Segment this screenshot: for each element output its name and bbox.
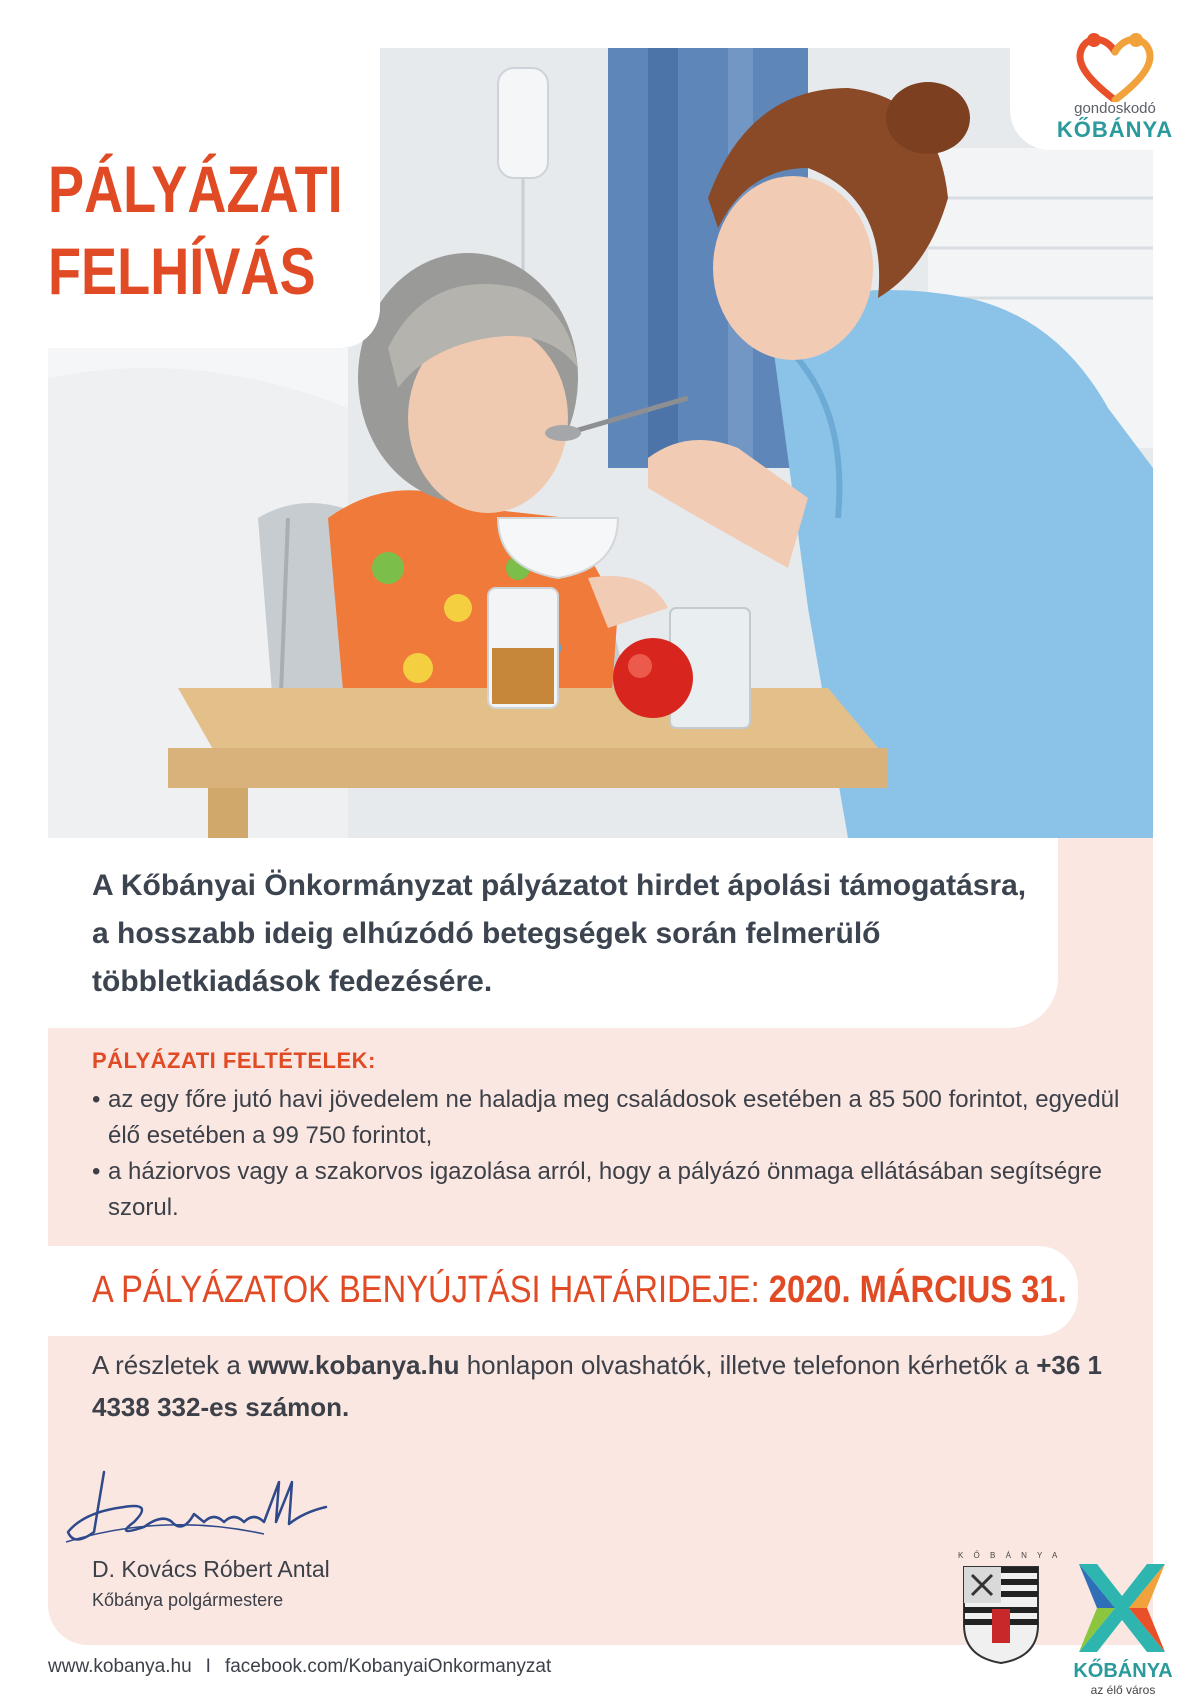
intro-text: A Kőbányai Önkormányzat pályázatot hirdet ápolási támogatásra, a hosszabb ideig elhúzódó betegségek során felmerülő többletkiadások fedezésére. bbox=[92, 869, 1027, 998]
logo-small-text: gondoskodó bbox=[1074, 100, 1156, 117]
footer-website-link[interactable]: www.kobanya.hu bbox=[48, 1656, 192, 1677]
kobanya-brand-mark-icon bbox=[1075, 1560, 1169, 1656]
coat-of-arms-label: K Ő B Á N Y A bbox=[958, 1551, 1062, 1560]
gondoskodo-heart-logo-icon bbox=[1072, 30, 1158, 102]
details-website-link[interactable]: www.kobanya.hu bbox=[248, 1350, 460, 1380]
deadline-label: A PÁLYÁZATOK BENYÚJTÁSI HATÁRIDEJE: bbox=[92, 1269, 760, 1311]
coat-of-arms-icon bbox=[962, 1565, 1040, 1665]
signatory-name: D. Kovács Róbert Antal bbox=[92, 1556, 330, 1582]
details-phone: +36 1 4338 332-es számon. bbox=[92, 1350, 1103, 1422]
title-line-2: FELHÍVÁS bbox=[48, 234, 316, 308]
deadline-value: 2020. MÁRCIUS 31. bbox=[768, 1269, 1067, 1311]
conditions-list bbox=[92, 1082, 1132, 1226]
signature bbox=[64, 1452, 334, 1552]
footer bbox=[48, 1656, 551, 1678]
details-part-1: A részletek a bbox=[92, 1350, 249, 1380]
conditions-heading: PÁLYÁZATI FELTÉTELEK: bbox=[92, 1048, 376, 1073]
condition-item: • az egy főre jutó havi jövedelem ne haladja meg családosok esetében a 85 500 forintot, egyedül élő esetében a 99 750 forintot, bbox=[92, 1082, 1132, 1154]
details-part-2: honlapon olvashatók, illetve telefonon kérhetők a bbox=[459, 1350, 1037, 1380]
logo-big-text: KŐBÁNYA bbox=[1056, 117, 1174, 142]
details-text bbox=[92, 1344, 1142, 1428]
condition-item: • a háziorvos vagy a szakorvos igazolása arról, hogy a pályázó önmaga ellátásában segítségre szorul. bbox=[92, 1154, 1132, 1226]
footer-facebook-link[interactable]: facebook.com/KobanyaiOnkormanyzat bbox=[224, 1656, 552, 1677]
page-title bbox=[48, 148, 343, 312]
footer-separator: I bbox=[205, 1656, 211, 1677]
brand-tagline: az élő város bbox=[1090, 1683, 1156, 1697]
signatory-role: Kőbánya polgármestere bbox=[92, 1590, 284, 1610]
deadline bbox=[92, 1262, 1067, 1318]
title-line-1: PÁLYÁZATI bbox=[48, 152, 343, 226]
brand-name: KŐBÁNYA bbox=[1073, 1660, 1173, 1682]
